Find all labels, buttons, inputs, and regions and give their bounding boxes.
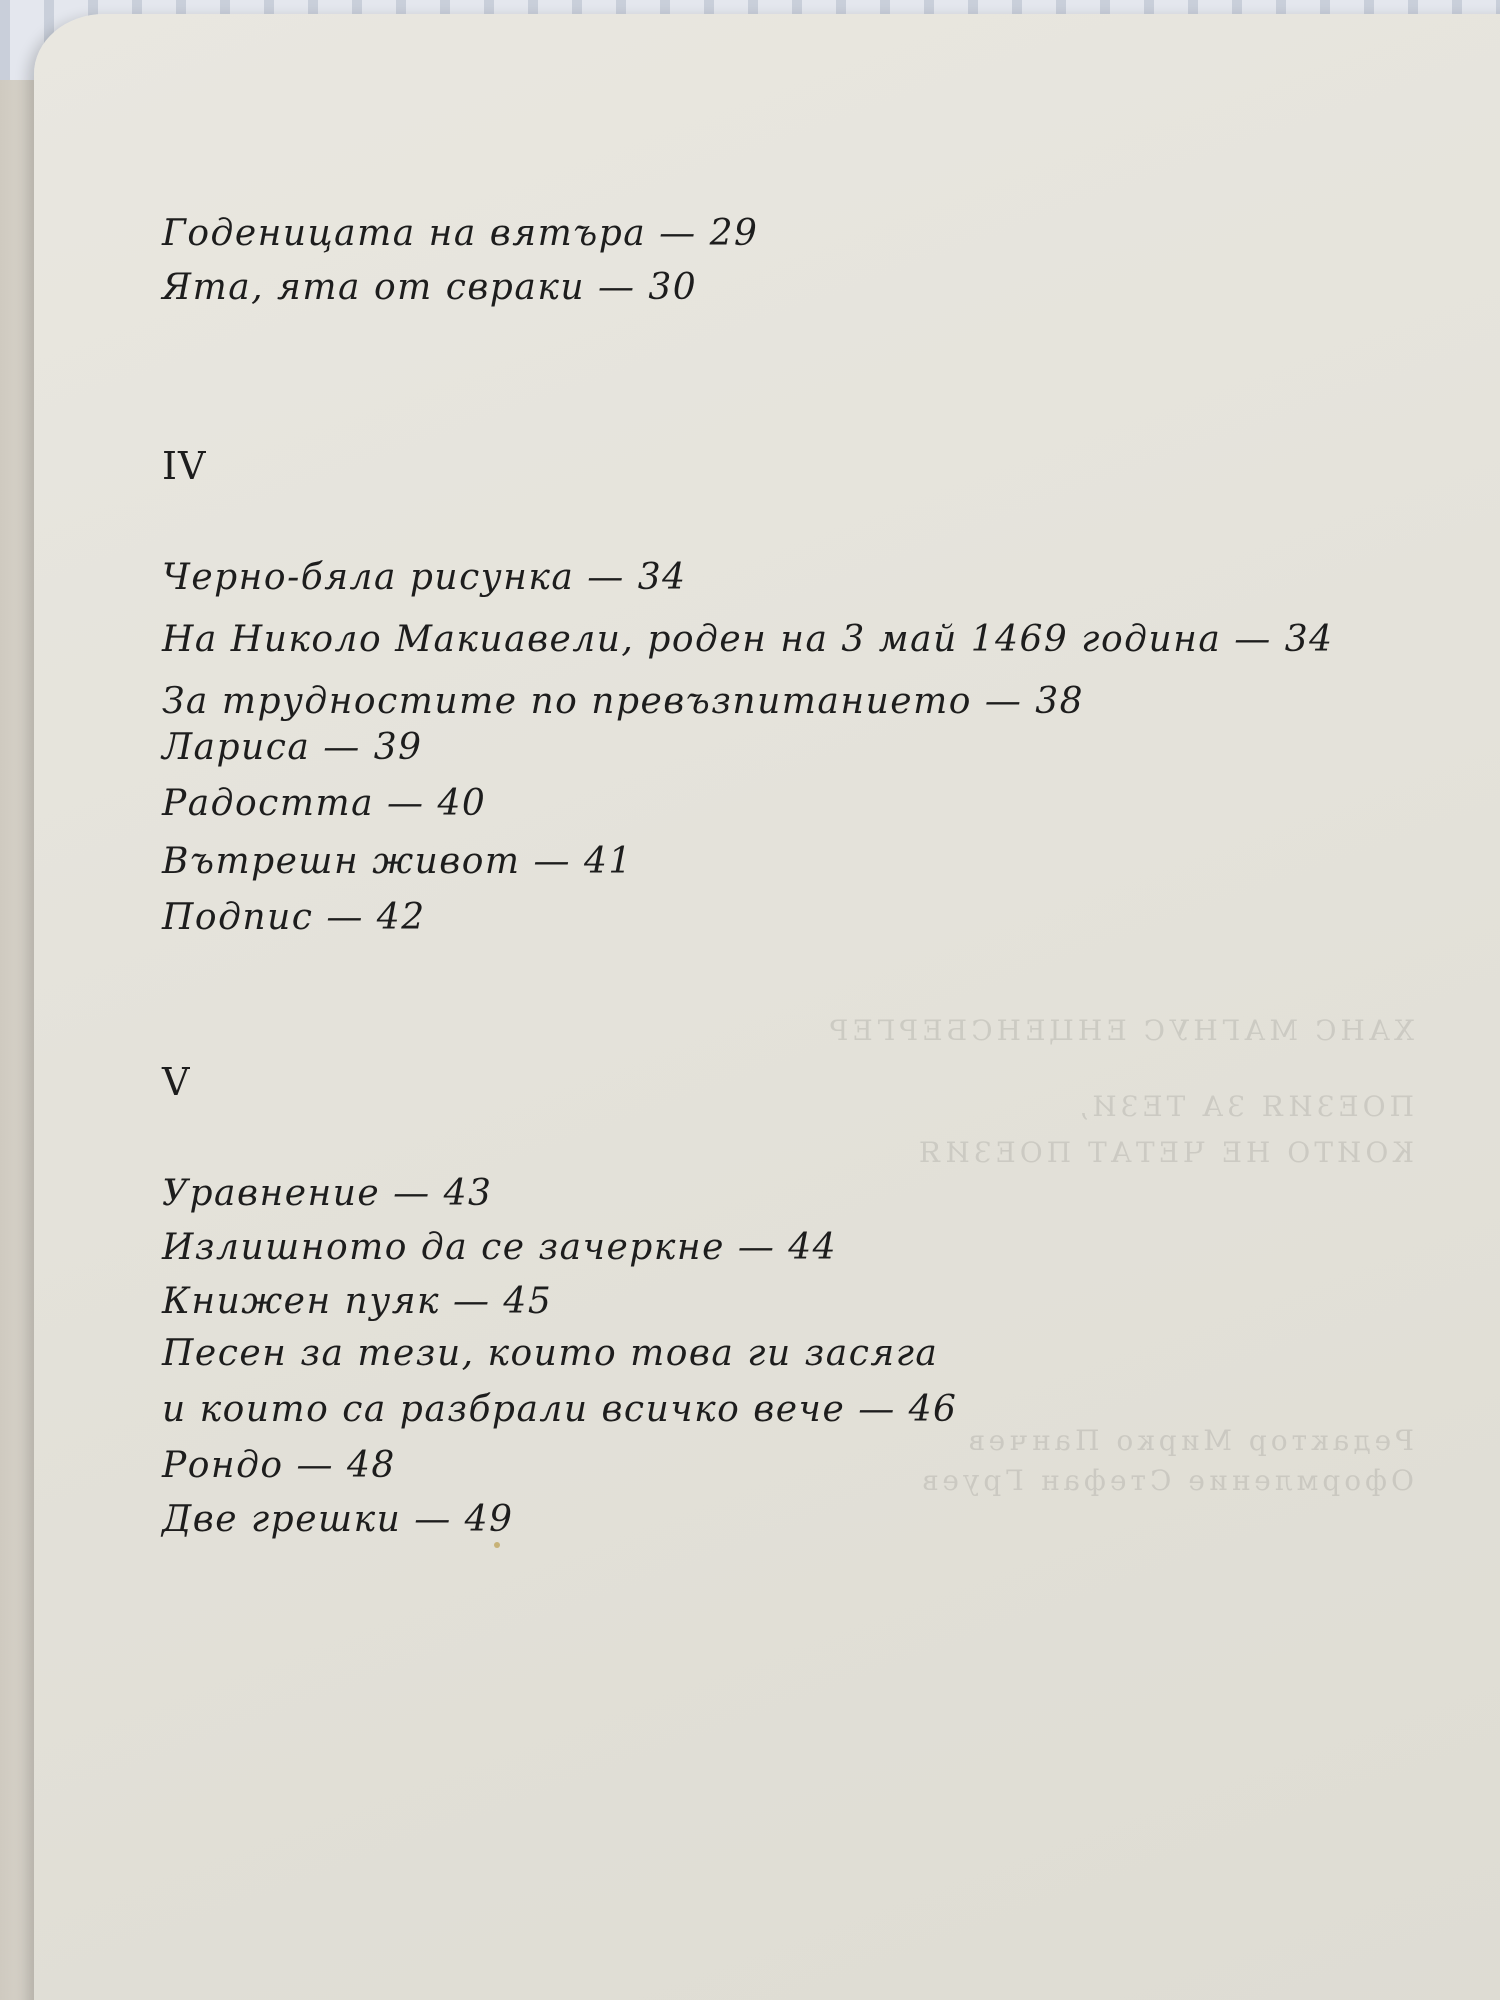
toc-entry: Уравнение — 43 xyxy=(162,1173,493,1214)
toc-entry: Излишното да се зачеркне — 44 xyxy=(162,1227,838,1268)
toc-entry: Две грешки — 49 xyxy=(162,1499,514,1540)
toc-entry: За трудностите по превъзпитанието — 38 xyxy=(162,681,1085,722)
paper-speck xyxy=(494,1542,500,1548)
bleed-line: КОИТО НЕ ЧЕТАТ ПОЕЗИЯ xyxy=(914,1136,1414,1169)
toc-entry: На Николо Макиавели, роден на 3 май 1469 година — 34 xyxy=(162,619,1334,660)
toc-entry: Книжен пуяк — 45 xyxy=(162,1281,553,1322)
toc-entry: Подпис — 42 xyxy=(162,897,426,938)
bleed-line: Оформление Стефан Груев xyxy=(918,1464,1414,1497)
section-numeral: IV xyxy=(162,444,207,488)
section-numeral: V xyxy=(162,1060,191,1104)
toc-entry: Песен за тези, които това ги засяга xyxy=(162,1333,939,1374)
toc-entry: Ята, ята от свраки — 30 xyxy=(162,267,698,308)
bleed-line: ХАНС МАГНУС ЕНЦЕНСБЕРГЕР xyxy=(825,1014,1414,1047)
toc-entry: Лариса — 39 xyxy=(162,727,423,768)
toc-entry: и които са разбрали всичко вече — 46 xyxy=(162,1389,958,1430)
toc-entry: Черно-бяла рисунка — 34 xyxy=(162,557,687,598)
toc-entry: Вътрешн живот — 41 xyxy=(162,841,633,882)
bleed-line: ПОЕЗИЯ ЗА ТЕЗИ, xyxy=(1075,1090,1414,1123)
toc-entry: Рондо — 48 xyxy=(162,1445,396,1486)
bleed-line: Редактор Мирко Панчев xyxy=(964,1424,1414,1457)
table-of-contents xyxy=(162,14,1462,2000)
toc-entry: Радостта — 40 xyxy=(162,783,487,824)
book-page xyxy=(34,14,1500,2000)
toc-entry: Годеницата на вятъра — 29 xyxy=(162,213,759,254)
